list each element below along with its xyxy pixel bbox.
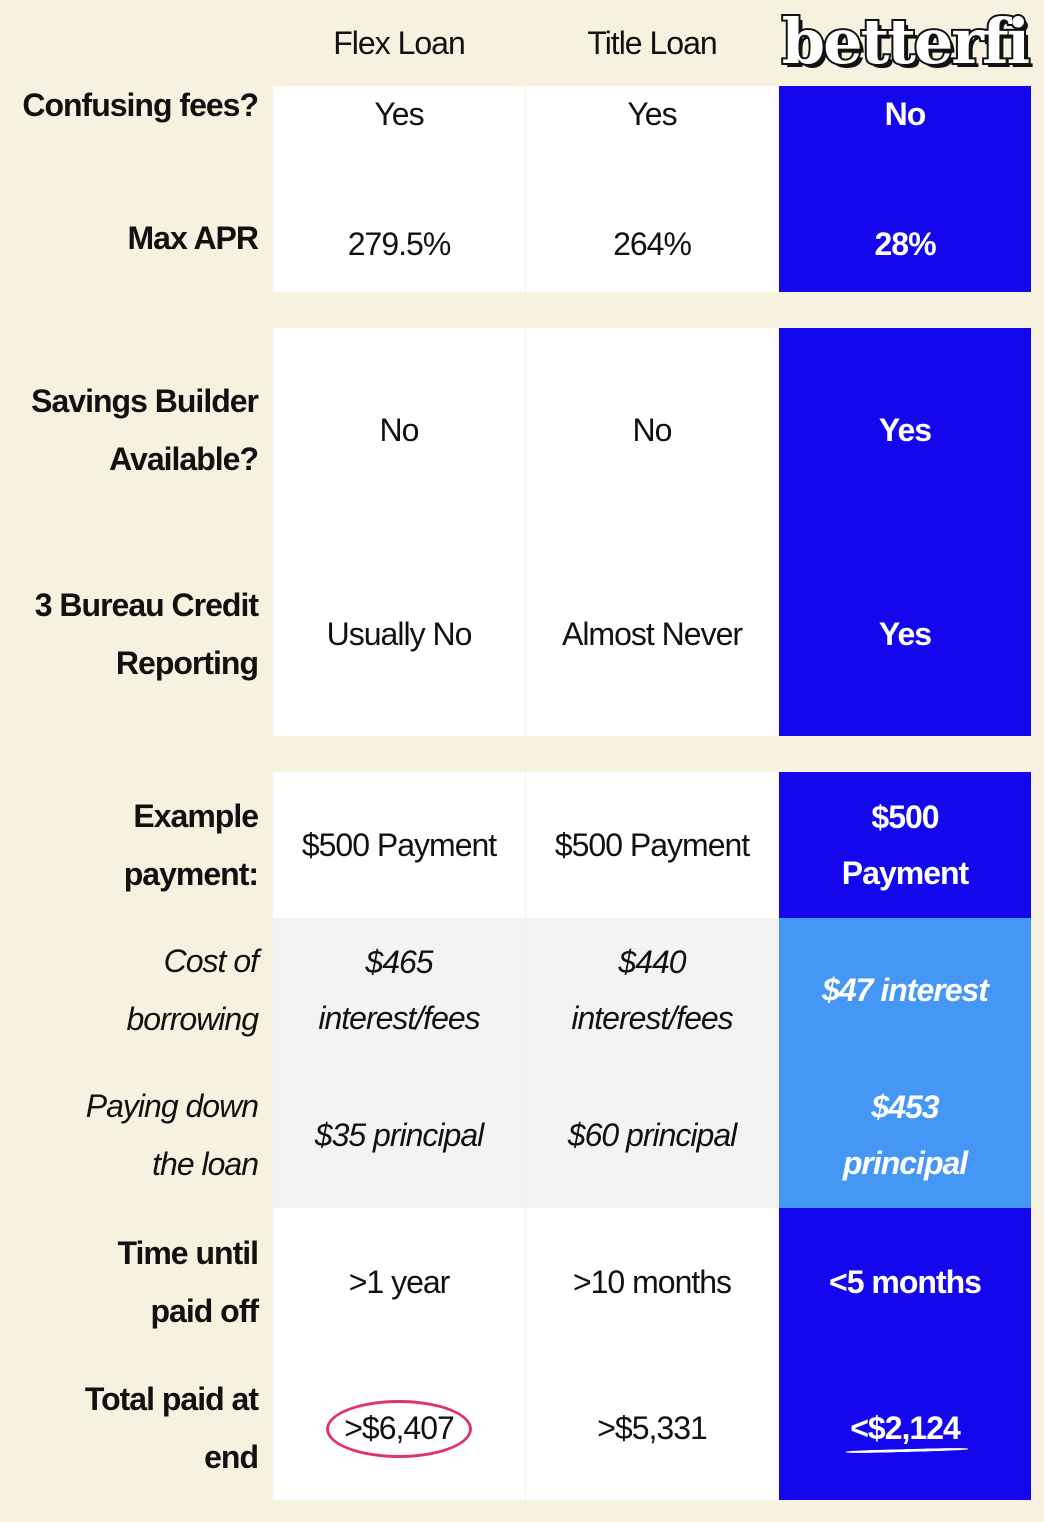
underlined-value: <$2,124 <box>850 1400 960 1456</box>
flex-loan-cell: Usually No <box>273 532 525 736</box>
flex-loan-cell: Yes <box>273 86 525 196</box>
title-loan-cell: >$5,331 <box>526 1356 778 1500</box>
title-loan-cell: $500 Payment <box>526 772 778 918</box>
betterfi-cell <box>779 1356 1031 1500</box>
row-label: Max APR <box>127 220 258 256</box>
betterfi-cell: $47 interest <box>779 918 1031 1062</box>
title-loan-cell: $60 principal <box>526 1062 778 1208</box>
betterfi-logo: betterfi <box>781 4 1029 78</box>
row-label: Total paid at end <box>84 1381 258 1475</box>
flex-loan-cell: $500 Payment <box>273 772 525 918</box>
title-loan-cell: Almost Never <box>526 532 778 736</box>
row-label: Savings Builder Available? <box>31 383 258 477</box>
column-header-title-loan: Title Loan <box>587 24 717 61</box>
circled-value: >$6,407 <box>330 1400 468 1456</box>
row-label: 3 Bureau Credit Reporting <box>34 587 258 681</box>
title-loan-cell: Yes <box>526 86 778 196</box>
title-loan-cell: 264% <box>526 196 778 292</box>
betterfi-cell: 28% <box>779 196 1031 292</box>
table-header <box>0 0 1044 86</box>
flex-loan-cell: 279.5% <box>273 196 525 292</box>
betterfi-cell: No <box>779 86 1031 196</box>
title-loan-cell: >10 months <box>526 1208 778 1356</box>
betterfi-cell: Yes <box>779 328 1031 532</box>
row-label: Confusing fees? <box>22 87 258 123</box>
flex-loan-cell <box>273 1356 525 1500</box>
title-loan-cell: $440 interest/fees <box>526 918 778 1062</box>
row-label: Example payment: <box>123 798 258 892</box>
flex-loan-cell: $35 principal <box>273 1062 525 1208</box>
flex-loan-cell: $465 interest/fees <box>273 918 525 1062</box>
betterfi-cell: <5 months <box>779 1208 1031 1356</box>
betterfi-cell: $500 Payment <box>779 772 1031 918</box>
flex-loan-cell: No <box>273 328 525 532</box>
row-label: Paying down the loan <box>85 1088 258 1182</box>
row-label: Cost of borrowing <box>126 943 258 1037</box>
flex-loan-cell: >1 year <box>273 1208 525 1356</box>
column-header-flex-loan: Flex Loan <box>333 24 465 61</box>
betterfi-cell: Yes <box>779 532 1031 736</box>
betterfi-cell: $453 principal <box>779 1062 1031 1208</box>
row-label: Time until paid off <box>117 1235 258 1329</box>
title-loan-cell: No <box>526 328 778 532</box>
